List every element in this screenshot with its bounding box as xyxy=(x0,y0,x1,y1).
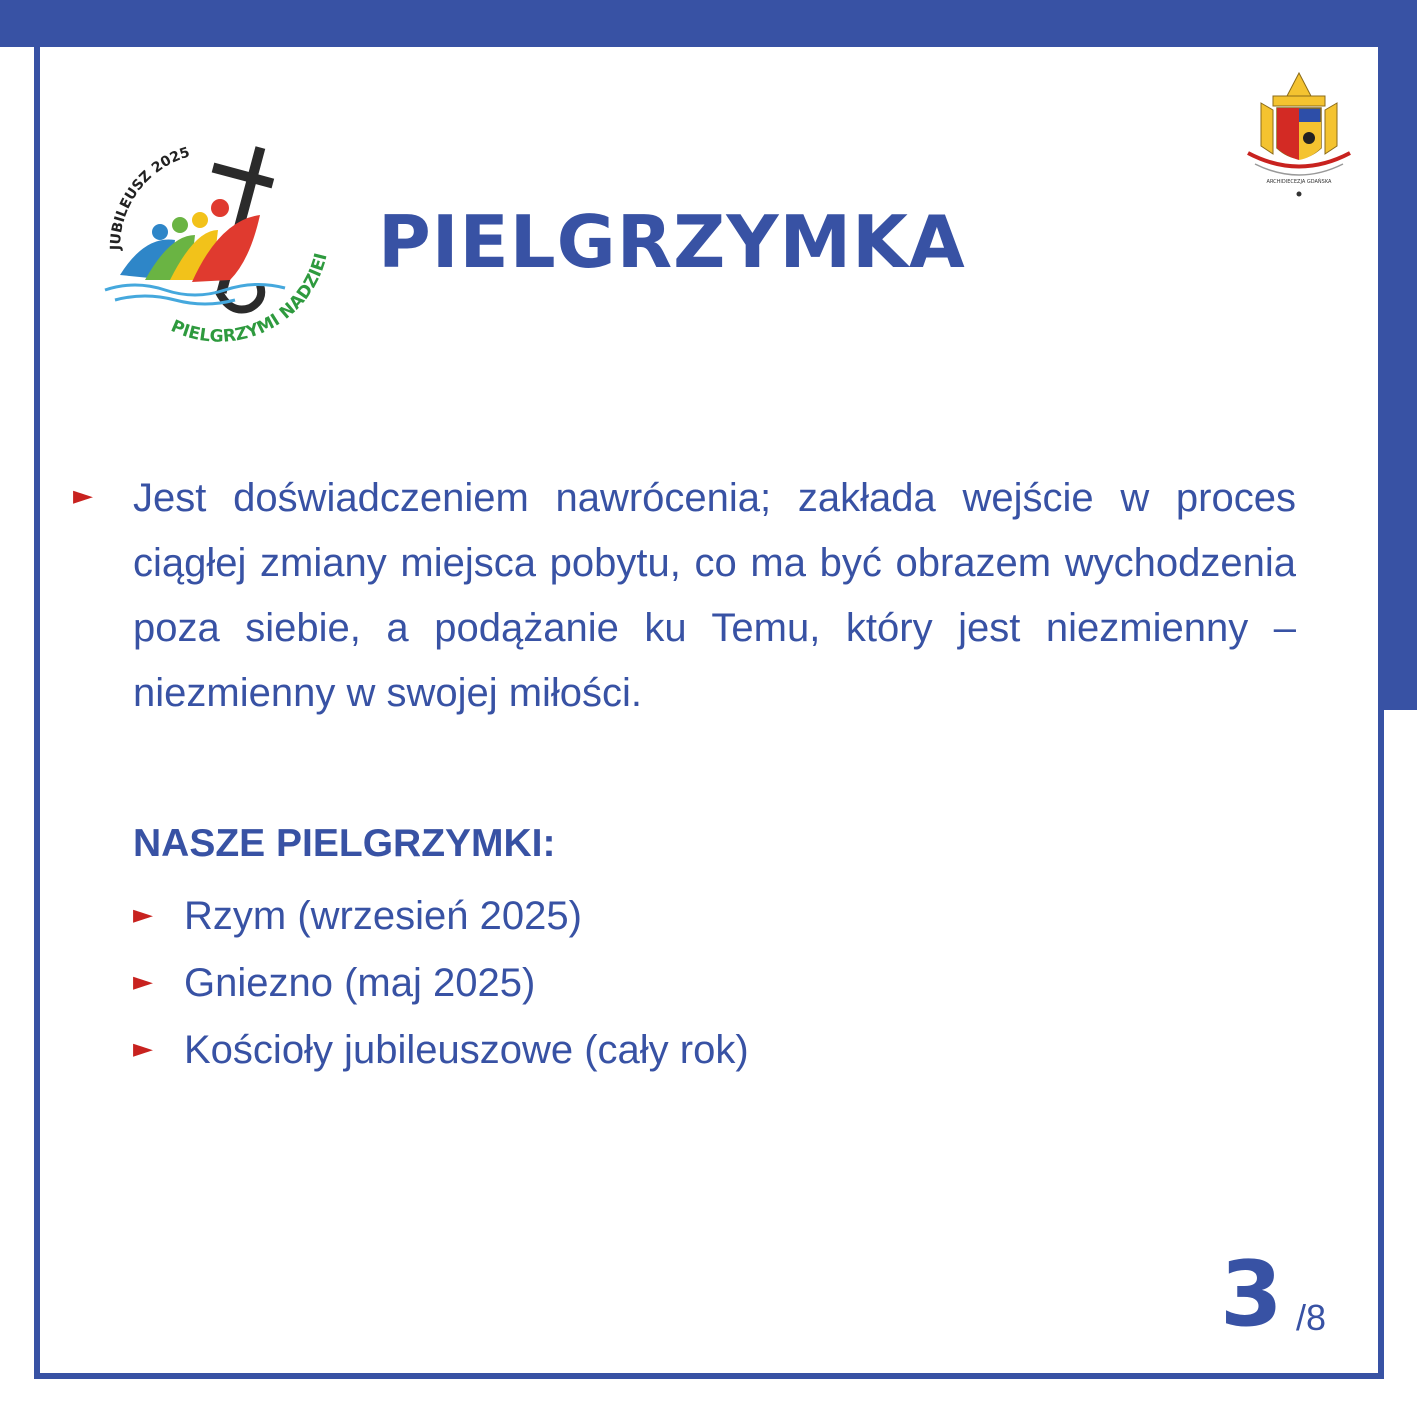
archdiocese-crest xyxy=(1243,68,1355,200)
page-number-total: /8 xyxy=(1296,1297,1327,1338)
play-triangle-icon: ► xyxy=(133,967,153,997)
logo-top-text: JUBILEUSZ 2025 xyxy=(107,144,192,251)
list-item-label: Gniezno (maj 2025) xyxy=(184,961,536,1005)
play-triangle-icon: ► xyxy=(73,481,93,511)
list-item-label: Kościoły jubileuszowe (cały rok) xyxy=(184,1028,749,1072)
list-item-label: Rzym (wrzesień 2025) xyxy=(184,894,582,938)
section-heading: NASZE PIELGRZYMKI: xyxy=(133,822,556,865)
logo-bottom-text: PIELGRZYMI NADZIEI xyxy=(167,251,332,347)
page-title: PIELGRZYMKA xyxy=(378,200,966,284)
main-paragraph: Jest doświadczeniem nawrócenia; zakłada wejście w proces ciągłej zmiany miejsca pobytu, co ma być obrazem wychodzenia poza siebie, a podążanie ku Temu, który jest niezmienny – niezmienny w swojej miłości. xyxy=(133,476,1296,715)
jubilee-logo xyxy=(100,140,340,370)
play-triangle-icon: ► xyxy=(133,900,153,930)
page-number-current: 3 xyxy=(1220,1242,1283,1347)
play-triangle-icon: ► xyxy=(133,1034,153,1064)
svg-text:JUBILEUSZ 2025 xyxy=(108,145,192,252)
crest-motto: ARCHIDIECEZJA GDAŃSKA xyxy=(1266,179,1332,185)
